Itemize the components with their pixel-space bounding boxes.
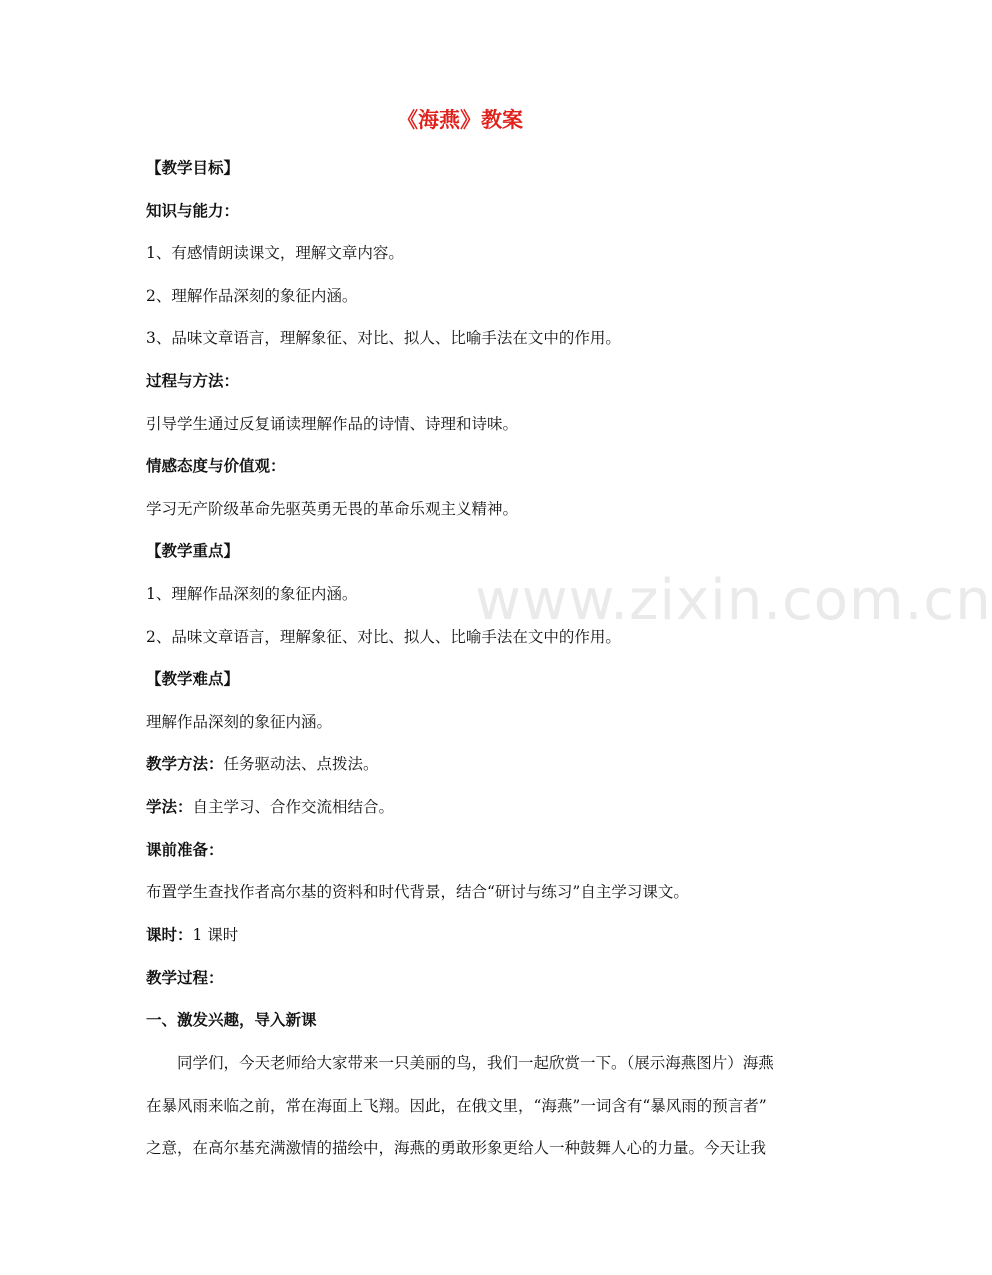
step1-heading: 一、激发兴趣，导入新课 (146, 1011, 317, 1029)
method-text: 任务驱动法、点拨法。 (223, 755, 379, 773)
step1-line-3: 之意，在高尔基充满激情的描绘中，海燕的勇敢形象更给人一种鼓舞人心的力量。今天让我 (146, 1139, 767, 1157)
emotion-text: 学习无产阶级革命先驱英勇无畏的革命乐观主义精神。 (146, 500, 519, 518)
knowledge-item-3: 3、品味文章语言，理解象征、对比、拟人、比喻手法在文中的作用。 (146, 329, 621, 347)
watermark: www.zixin.com.cn (475, 568, 992, 633)
step1-line-2: 在暴风雨来临之前，常在海面上飞翔。因此，在俄文里，“海燕”一词含有“暴风雨的预言者” (146, 1097, 767, 1115)
key-heading: 【教学重点】 (146, 542, 240, 560)
prep-text: 布置学生查找作者高尔基的资料和时代背景，结合“研讨与练习”自主学习课文。 (146, 883, 689, 901)
hours-line (146, 924, 238, 946)
hours-label: 课时： (146, 926, 193, 944)
emotion-heading: 情感态度与价值观： (146, 457, 286, 475)
key-item-1: 1、理解作品深刻的象征内涵。 (146, 585, 358, 603)
knowledge-item-1: 1、有感情朗读课文，理解文章内容。 (146, 244, 404, 262)
hours-text: 1 课时 (192, 926, 239, 944)
difficulty-text: 理解作品深刻的象征内涵。 (146, 713, 333, 731)
objectives-heading: 【教学目标】 (146, 159, 240, 177)
method-line (146, 753, 379, 775)
page-title: 《海燕》教案 (397, 108, 523, 132)
process-heading: 过程与方法： (146, 372, 240, 390)
study-text: 自主学习、合作交流相结合。 (192, 798, 395, 816)
process-text: 引导学生通过反复诵读理解作品的诗情、诗理和诗味。 (146, 415, 519, 433)
process-steps-heading: 教学过程： (146, 969, 224, 987)
study-line (146, 796, 394, 818)
prep-heading: 课前准备： (146, 841, 224, 859)
key-item-2: 2、品味文章语言，理解象征、对比、拟人、比喻手法在文中的作用。 (146, 628, 621, 646)
knowledge-item-2: 2、理解作品深刻的象征内涵。 (146, 287, 358, 305)
difficulty-heading: 【教学难点】 (146, 670, 240, 688)
study-label: 学法： (146, 798, 193, 816)
method-label: 教学方法： (146, 755, 224, 773)
step1-line-1: 同学们，今天老师给大家带来一只美丽的鸟，我们一起欣赏一下。（展示海燕图片）海燕 (177, 1054, 774, 1072)
knowledge-heading: 知识与能力： (146, 202, 240, 220)
